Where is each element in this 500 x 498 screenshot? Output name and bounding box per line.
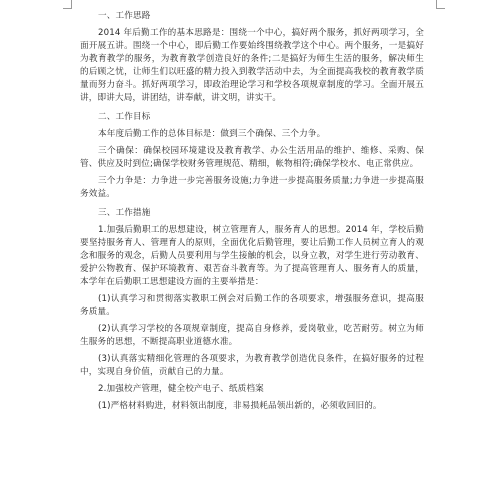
- crop-mark-top-left: [63, 0, 72, 9]
- crop-mark-top-right: [436, 0, 445, 9]
- paragraph-measure-1-item-1: (1)认真学习和贯彻落实教职工例会对后勤工作的各项要求，增强服务意识，提高服务质量。: [80, 294, 424, 317]
- section-heading-work-measures: 三、工作措施: [98, 208, 151, 218]
- document-body: [80, 10, 424, 413]
- paragraph-measure-2: 2.加强校产管理，健全校产电子、纸质档案: [98, 384, 264, 394]
- paragraph-measure-1-item-2: (2)认真学习学校的各项规章制度，提高自身修养，爱岗敬业，吃苦耐劳。树立为师生服务的思想，不断提高职业道德水准。: [80, 324, 424, 347]
- section-heading-work-goals: 二、工作目标: [98, 112, 151, 122]
- section-heading-work-approach: 一、工作思路: [98, 11, 151, 21]
- paragraph-measure-2-item-1: (1)严格材料购进，材料领出制度，非易损耗品领出新的，必须收回旧的。: [98, 401, 382, 411]
- paragraph-measure-1-item-3: (3)认真落实精细化管理的各项要求，为教育教学创造优良条件，在搞好服务的过程中，实现自身价值，贡献自己的力量。: [80, 354, 424, 377]
- paragraph-three-strives: 三个力争是：力争进一步完善服务设施;力争进一步提高服务质量;力争进一步提高服务效益。: [80, 176, 424, 199]
- paragraph-overall-goal: 本年度后勤工作的总体目标是：做到三个确保、三个力争。: [98, 129, 326, 139]
- paragraph-measure-1: 1.加强后勤职工的思想建设，树立管理育人，服务育人的思想。2014 年，学校后勤要坚持服务育人、管理育人的原则，全面优化后勤管理，要让后勤工作人员树立育人的观念和服务的观念，后勤人员要利用与学生接触的机会，以身立教，对学生进行劳动教育、爱护公物教育、保护环境教育、艰苦奋斗教育等。为了提高管理育人、服务育人的质量，本学年在后勤职工思想建设方面的主要举措是：: [80, 225, 424, 287]
- paragraph-three-ensures: 三个确保：确保校园环境建设及教育教学、办公生活用品的维护、维修、采购、保管、供应及时到位;确保学校财务管理规范、精细，帐物相符;确保学校水、电正常供应。: [80, 146, 424, 169]
- paragraph-work-approach: 2014 年后勤工作的基本思路是：围绕一个中心，搞好两个服务，抓好两项学习，全面开展五讲。围绕一个中心，即后勤工作要始终围绕教学这个中心。两个服务，一是搞好为教育教学的服务，为教育教学创造良好的条件;二是搞好为师生生活的服务，解决师生的后顾之忧，让师生们以旺盛的精力投入到教学活动中去，为全面提高我校的教育教学质量而努力奋斗。抓好两项学习，即政治理论学习和学校各项规章制度的学习。全面开展五讲，即讲大局，讲团结，讲奉献，讲文明，讲实干。: [80, 28, 424, 103]
